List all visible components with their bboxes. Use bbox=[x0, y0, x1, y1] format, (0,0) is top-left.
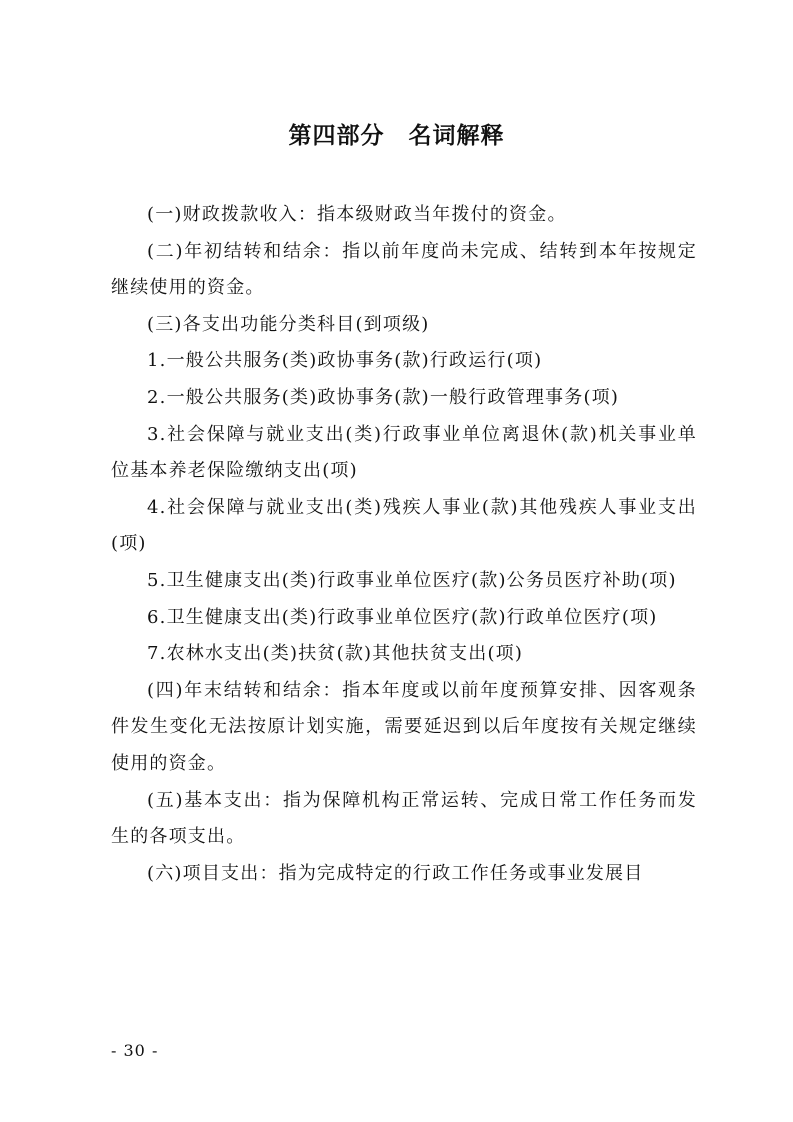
paragraph-beginning-carryover: (二)年初结转和结余：指以前年度尚未完成、结转到本年按规定继续使用的资金。 bbox=[111, 240, 697, 299]
document-body bbox=[111, 197, 697, 892]
list-item-7: 7.农林水支出(类)扶贫(款)其他扶贫支出(项) bbox=[147, 643, 524, 665]
page-number: - 30 - bbox=[111, 1041, 159, 1060]
paragraph-year-end-carryover: (四)年末结转和结余：指本年度或以前年度预算安排、因客观条件发生变化无法按原计划实施，需要延迟到以后年度按有关规定继续使用的资金。 bbox=[111, 679, 697, 774]
list-item-5: 5.卫生健康支出(类)行政事业单位医疗(款)公务员医疗补助(项) bbox=[147, 569, 677, 591]
paragraph-expenditure-classification: (三)各支出功能分类科目(到项级) bbox=[147, 313, 430, 335]
list-item-3: 3.社会保障与就业支出(类)行政事业单位离退休(款)机关事业单位基本养老保险缴纳支出(项) bbox=[111, 423, 697, 482]
list-item-6: 6.卫生健康支出(类)行政事业单位医疗(款)行政单位医疗(项) bbox=[147, 606, 658, 628]
paragraph-basic-expenditure: (五)基本支出：指为保障机构正常运转、完成日常工作任务而发生的各项支出。 bbox=[111, 789, 697, 848]
list-item-2: 2.一般公共服务(类)政协事务(款)一般行政管理事务(项) bbox=[147, 386, 620, 408]
page-title: 第四部分 名词解释 bbox=[288, 123, 505, 149]
list-item-4: 4.社会保障与就业支出(类)残疾人事业(款)其他残疾人事业支出(项) bbox=[111, 496, 697, 555]
list-item-1: 1.一般公共服务(类)政协事务(款)行政运行(项) bbox=[147, 350, 543, 372]
paragraph-project-expenditure: (六)项目支出：指为完成特定的行政工作任务或事业发展目 bbox=[147, 862, 644, 884]
paragraph-fiscal-appropriation-income: (一)财政拨款收入：指本级财政当年拨付的资金。 bbox=[147, 204, 567, 225]
